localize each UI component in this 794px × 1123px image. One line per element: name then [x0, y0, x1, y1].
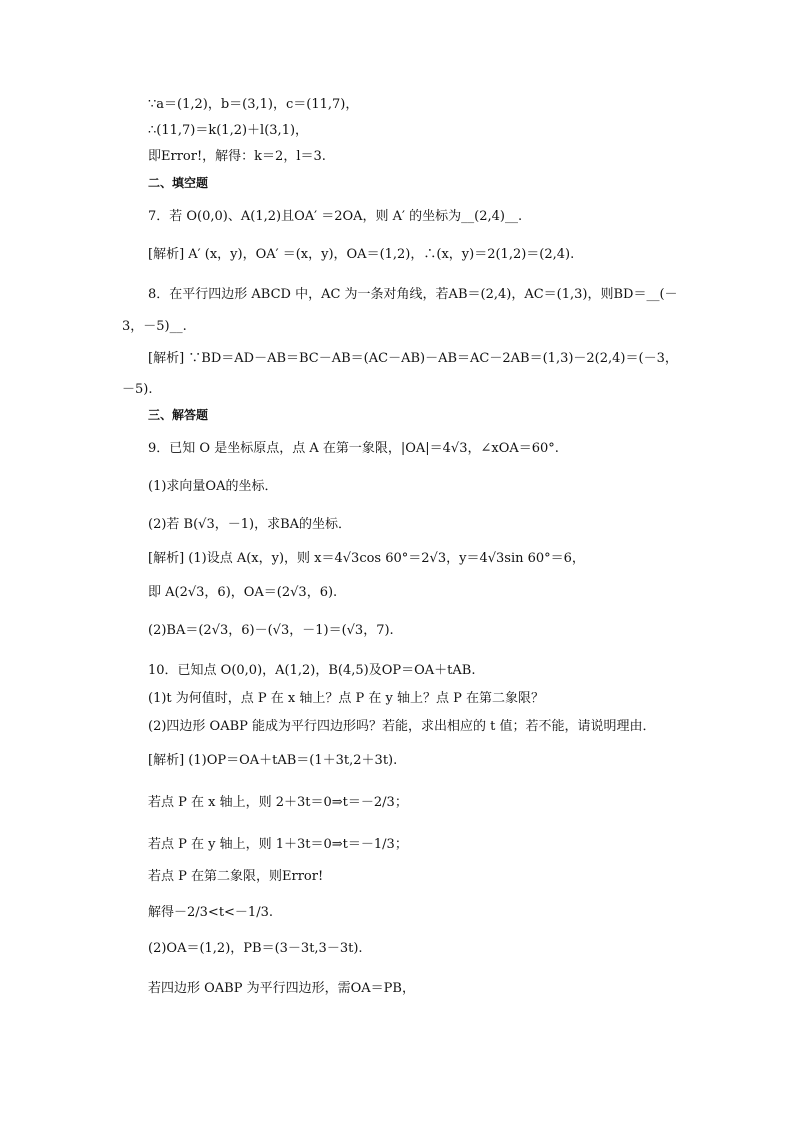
answer-10-line: 若点 P 在第二象限，则Error! [148, 869, 324, 884]
text-line: 即Error!，解得：k＝2，l＝3. [148, 149, 326, 164]
question-10-part-1: (1)t 为何值时，点 P 在 x 轴上？点 P 在 y 轴上？点 P 在第二象限？ [148, 691, 545, 706]
question-7: 7．若 O(0,0)、A(1,2)且OA′ ＝2OA，则 A′ 的坐标为__(2,4)__. [148, 209, 523, 224]
question-10-part-2: (2)四边形 OABP 能成为平行四边形吗？若能，求出相应的 t 值；若不能，请说明理由． [148, 719, 656, 734]
answer-10-line: 若点 P 在 y 轴上，则 1＋3t＝0⇒t＝－1/3； [148, 837, 408, 852]
question-9: 9．已知 O 是坐标原点，点 A 在第一象限，|OA|＝4√3，∠xOA＝60°. [148, 441, 559, 456]
answer-10-line: 若点 P 在 x 轴上，则 2＋3t＝0⇒t＝－2/3； [148, 795, 408, 810]
question-9-part-2: (2)若 B(√3，－1)，求BA的坐标． [148, 517, 352, 532]
question-10: 10．已知点 O(0,0)，A(1,2)，B(4,5)及OP＝OA＋tAB. [148, 663, 476, 678]
question-8-cont: 3，－5)__. [122, 319, 187, 334]
section-heading: 二、填空题 [148, 176, 209, 190]
text-line: ∵a＝(1,2)，b＝(3,1)，c＝(11,7)， [148, 97, 359, 112]
answer-10-line: 解得－2/3<t<－1/3. [148, 905, 273, 920]
section-heading: 三、解答题 [148, 408, 209, 422]
answer-10-line: (2)OA＝(1,2)，PB＝(3－3t,3－3t). [148, 941, 363, 956]
answer-9-line: (2)BA＝(2√3，6)－(√3，－1)＝(√3，7). [148, 623, 394, 638]
answer-7-analysis: [解析] A′ (x，y)，OA′ ＝(x，y)，OA＝(1,2)，∴(x，y)＝2(1,2)＝(2,4). [148, 247, 575, 262]
question-8: 8．在平行四边形 ABCD 中，AC 为一条对角线，若AB＝(2,4)，AC＝(1,3)，则BD＝__(－ [148, 287, 678, 302]
answer-10-analysis: [解析] (1)OP＝OA＋tAB＝(1＋3t,2＋3t). [148, 753, 398, 768]
answer-9-line: 即 A(2√3，6)，OA＝(2√3，6). [148, 585, 338, 600]
answer-10-line: 若四边形 OABP 为平行四边形，需OA＝PB， [148, 981, 415, 996]
question-9-part-1: (1)求向量OA的坐标． [148, 479, 278, 494]
answer-9-analysis: [解析] (1)设点 A(x，y)，则 x＝4√3cos 60°＝2√3，y＝4√3sin 60°＝6， [148, 551, 585, 566]
text-line: ∴(11,7)＝k(1,2)＋l(3,1)， [148, 123, 309, 138]
answer-8-analysis: [解析] ∵BD＝AD－AB＝BC－AB＝(AC－AB)－AB＝AC－2AB＝(1,3)－2(2,4)＝(－3， [148, 351, 678, 366]
answer-8-cont: －5). [122, 382, 153, 397]
